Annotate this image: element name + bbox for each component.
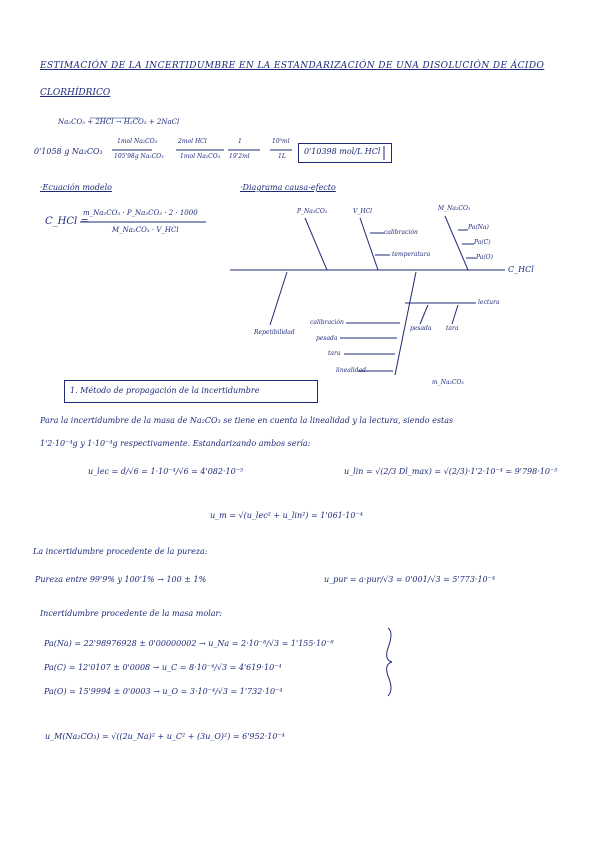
sub-volume-temperature: temperatura: [392, 251, 431, 258]
calc-factor4-den: 1L: [278, 153, 286, 160]
sub-lectura-pesada: pesada: [410, 325, 432, 332]
purity-heading: La incertidumbre procedente de la pureza:: [33, 547, 208, 556]
sub-line-tara: [452, 305, 458, 324]
diagram-output: C_HCl: [508, 265, 534, 274]
calc-factor4-num: 10³ml: [272, 138, 290, 145]
paragraph-mass-uncertainty: Para la incertidumbre de la masa de Na₂CO₃ se tiene en cuenta la linealidad y la lectura, siendo estas: [40, 416, 454, 425]
calc-factor3-den: 19'2ml: [229, 153, 250, 160]
model-numerator: m_Na₂CO₃ · P_Na₂CO₃ · 2 · 1000: [83, 209, 198, 217]
formula-pa-c: Pa(C) = 12'0107 ± 0'0008 → u_C = 8·10⁻⁴/√3 = 4'619·10⁻⁴: [44, 663, 282, 672]
cause-purity: P_Na₂CO₃: [297, 208, 328, 215]
formula-u-m: u_m = √(u_lec² + u_lin²) = 1'061·10⁻⁴: [210, 511, 363, 520]
sub-mass-tara: tara: [328, 350, 341, 357]
formula-u-lec: u_lec = d/√6 = 1·10⁻⁴/√6 = 4'082·10⁻⁵: [88, 467, 244, 476]
sub-mass-pesada: pesada: [316, 335, 338, 342]
branch-volume: [360, 218, 378, 270]
sub-lectura: lectura: [478, 299, 500, 306]
reaction-equation: Na₂CO₃ + 2HCl → H₂CO₃ + 2NaCl: [58, 118, 180, 126]
sub-pa-o: Pa(O): [476, 254, 493, 261]
model-heading: ·Ecuación modelo: [40, 183, 112, 192]
sub-volume-calibration: calibración: [384, 229, 418, 236]
sub-mass-calibration: calibración: [310, 319, 344, 326]
model-denominator: M_Na₂CO₃ · V_HCl: [112, 226, 179, 234]
calc-factor2-den: 1mol Na₂CO₃: [180, 153, 221, 160]
document-title: ESTIMACIÓN DE LA INCERTIDUMBRE EN LA ESTANDARIZACIÓN DE UNA DISOLUCIÓN DE ÁCIDO: [40, 61, 545, 71]
cause-repeatability: Repetibilidad: [254, 329, 295, 336]
sub-lectura-tara: tara: [446, 325, 459, 332]
sub-line-pesada: [420, 305, 428, 324]
sub-mass-linealidad: linealidad: [336, 367, 366, 374]
molar-mass-heading: Incertidumbre procedente de la masa molar:: [40, 609, 222, 618]
calc-factor2-num: 2mol HCl: [178, 138, 207, 145]
section1-heading: 1. Método de propagación de la incertidumbre: [70, 386, 260, 395]
formula-pa-o: Pa(O) = 15'9994 ± 0'0003 → u_O = 3·10⁻⁴/√3 = 1'732·10⁻⁴: [44, 687, 283, 696]
cause-mass: m_Na₂CO₃: [432, 379, 464, 386]
cause-volume: V_HCl: [353, 208, 373, 215]
formula-u-molar-mass: u_M(Na₂CO₃) = √((2u_Na)² + u_C² + (3u_O)²) = 6'952·10⁻⁴: [45, 732, 285, 741]
model-lhs: C_HCl =: [45, 216, 89, 227]
sub-pa-na: Pa(Na): [468, 224, 489, 231]
formula-pa-na: Pa(Na) = 22'98976928 ± 0'00000002 → u_Na = 2·10⁻⁸/√3 = 1'155·10⁻⁸: [44, 639, 334, 648]
calc-result: 0'10398 mol/L HCl: [304, 147, 381, 156]
calc-mass: 0'1058 g Na₂CO₃: [34, 147, 103, 156]
sub-pa-c: Pa(C): [474, 239, 491, 246]
branch-purity: [305, 218, 327, 270]
calc-factor3-num: 1: [238, 138, 242, 145]
formula-u-pur: u_pur = a·pur/√3 = 0'001/√3 = 5'773·10⁻⁴: [324, 575, 496, 584]
purity-range: Pureza entre 99'9% y 100'1% → 100 ± 1%: [35, 575, 207, 584]
document-title-line2: CLORHÍDRICO: [40, 88, 111, 98]
calc-factor1-num: 1mol Na₂CO₃: [117, 138, 158, 145]
branch-molar-mass: [445, 216, 468, 270]
formula-u-lin: u_lin = √(2/3 Dl_max) = √(2/3)·1'2·10⁻⁴ = 9'798·10⁻⁵: [344, 467, 558, 476]
paragraph-values: 1'2·10⁻⁴g y 1·10⁻⁴g respectivamente. Estandarizando ambos sería:: [40, 439, 311, 448]
brace-molar: [387, 628, 392, 696]
branch-repeatability: [270, 272, 287, 325]
diagram-heading: ·Diagrama causa-efecto: [240, 183, 336, 192]
calc-factor1-den: 105'98g Na₂CO₃: [114, 153, 164, 160]
cause-molar-mass: M_Na₂CO₃: [438, 205, 471, 212]
